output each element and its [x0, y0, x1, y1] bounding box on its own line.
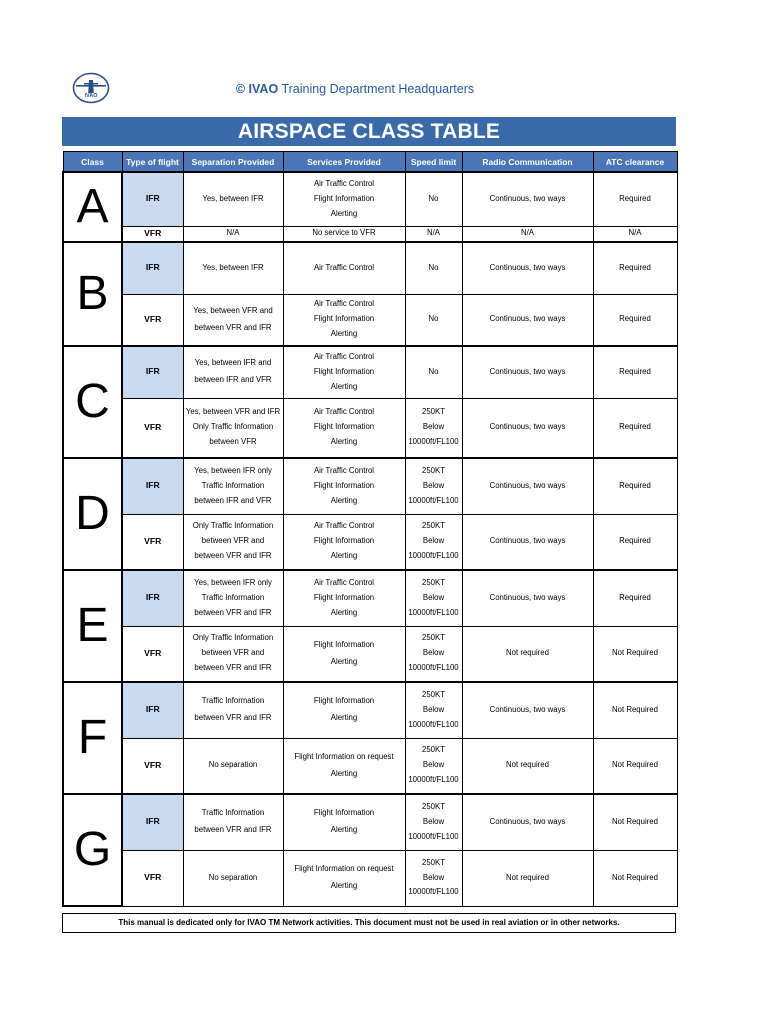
separation-provided [183, 738, 283, 794]
atc-clearance: Required [593, 570, 677, 626]
services-provided-line: Alerting [330, 208, 358, 218]
separation-provided-line: Traffic Information [201, 696, 265, 706]
speed-limit-line: 250KT [422, 521, 445, 531]
flight-type: VFR [122, 398, 183, 458]
table-row [63, 682, 677, 738]
services-provided-line: Flight Information [313, 422, 375, 432]
separation-provided [183, 458, 283, 514]
services-provided-line: Flight Information [313, 808, 375, 818]
services-provided-line: Alerting [330, 607, 358, 617]
class-letter: B [63, 242, 122, 346]
services-provided-line: Flight Information [313, 366, 375, 376]
services-provided-line: Flight Information [313, 639, 375, 649]
atc-clearance: Required [593, 172, 677, 226]
speed-limit-line: 10000ft/FL100 [408, 887, 459, 897]
separation-provided-line: Yes, between IFR only [194, 577, 272, 587]
radio-communication: Continuous, two ways [462, 458, 593, 514]
services-provided-line: Flight Information [313, 592, 375, 602]
separation-provided-line: between VFR and [201, 536, 265, 546]
flight-type: IFR [122, 570, 183, 626]
speed-limit-line: Below [422, 592, 445, 602]
table-row [63, 626, 677, 682]
speed-limit-line: Below [422, 422, 445, 432]
class-letter: E [63, 570, 122, 682]
radio-communication: Not required [462, 850, 593, 906]
col-radio: Radio Communication [462, 152, 593, 173]
services-provided [283, 514, 405, 570]
speed-limit [405, 172, 462, 226]
table-body [63, 172, 677, 906]
radio-communication: Continuous, two ways [462, 682, 593, 738]
speed-limit [405, 794, 462, 850]
services-provided [283, 794, 405, 850]
speed-limit [405, 850, 462, 906]
separation-provided-line: between VFR and IFR [194, 825, 272, 835]
services-provided [283, 626, 405, 682]
radio-communication: Continuous, two ways [462, 294, 593, 346]
table-row [63, 172, 677, 226]
flight-type: IFR [122, 242, 183, 294]
atc-clearance: Required [593, 398, 677, 458]
speed-limit-line: Below [422, 816, 445, 826]
separation-provided-line: between VFR and IFR [194, 551, 272, 561]
table-row [63, 738, 677, 794]
separation-provided-line: Traffic Information [201, 592, 265, 602]
speed-limit-line: N/A [427, 228, 440, 238]
table-row [63, 242, 677, 294]
separation-provided-line: Yes, between IFR and [194, 358, 272, 368]
services-provided-line: Air Traffic Control [313, 178, 375, 188]
separation-provided [183, 346, 283, 398]
services-provided [283, 242, 405, 294]
header-brand: © IVAO [235, 82, 279, 96]
speed-limit-line: 10000ft/FL100 [408, 437, 459, 447]
table-row [63, 514, 677, 570]
table-row [63, 570, 677, 626]
separation-provided-line: Yes, between VFR and IFR [185, 407, 281, 417]
radio-communication: Continuous, two ways [462, 570, 593, 626]
speed-limit-line: 10000ft/FL100 [408, 551, 459, 561]
speed-limit [405, 570, 462, 626]
flight-type: VFR [122, 626, 183, 682]
separation-provided [183, 294, 283, 346]
speed-limit-line: 250KT [422, 633, 445, 643]
speed-limit-line: No [428, 366, 439, 376]
separation-provided [183, 226, 283, 242]
services-provided [283, 570, 405, 626]
header-row [63, 152, 677, 173]
separation-provided [183, 514, 283, 570]
table-row [63, 458, 677, 514]
separation-provided-line: No separation [208, 760, 258, 770]
speed-limit [405, 346, 462, 398]
class-letter: A [63, 172, 122, 242]
airspace-class-table [62, 151, 678, 907]
radio-communication: Continuous, two ways [462, 346, 593, 398]
services-provided-line: Air Traffic Control [313, 465, 375, 475]
speed-limit-line: 10000ft/FL100 [408, 495, 459, 505]
table-row [63, 346, 677, 398]
speed-limit-line: 250KT [422, 577, 445, 587]
speed-limit [405, 226, 462, 242]
services-provided-line: Air Traffic Control [313, 262, 375, 272]
table-row [63, 794, 677, 850]
speed-limit [405, 458, 462, 514]
services-provided [283, 850, 405, 906]
speed-limit-line: No [428, 193, 439, 203]
speed-limit-line: 250KT [422, 745, 445, 755]
services-provided-line: Alerting [330, 329, 358, 339]
flight-type: IFR [122, 682, 183, 738]
speed-limit [405, 242, 462, 294]
flight-type: VFR [122, 850, 183, 906]
speed-limit-line: 10000ft/FL100 [408, 663, 459, 673]
services-provided-line: Flight Information [313, 536, 375, 546]
speed-limit [405, 738, 462, 794]
separation-provided-line: between VFR and [201, 648, 265, 658]
separation-provided-line: Only Traffic Information [192, 422, 274, 432]
speed-limit-line: No [428, 314, 439, 324]
speed-limit [405, 398, 462, 458]
flight-type: IFR [122, 794, 183, 850]
table-row [63, 226, 677, 242]
services-provided [283, 172, 405, 226]
separation-provided-line: Yes, between IFR [202, 193, 264, 203]
radio-communication: Continuous, two ways [462, 514, 593, 570]
services-provided-line: Alerting [330, 551, 358, 561]
col-class: Class [63, 152, 122, 173]
radio-communication: Continuous, two ways [462, 794, 593, 850]
class-letter: F [63, 682, 122, 794]
radio-communication: Not required [462, 626, 593, 682]
services-provided-line: No service to VFR [312, 228, 376, 238]
flight-type: VFR [122, 226, 183, 242]
logo-text: IVAO [84, 93, 98, 99]
speed-limit-line: Below [422, 536, 445, 546]
header-title [0, 82, 710, 96]
separation-provided [183, 794, 283, 850]
col-services: Services Provided [283, 152, 405, 173]
separation-provided-line: between IFR and VFR [194, 375, 272, 385]
speed-limit [405, 682, 462, 738]
services-provided-line: Air Traffic Control [313, 407, 375, 417]
separation-provided-line: between IFR and VFR [194, 495, 272, 505]
class-letter: D [63, 458, 122, 570]
atc-clearance: Not Required [593, 738, 677, 794]
separation-provided-line: between VFR and IFR [194, 607, 272, 617]
separation-provided-line: between VFR [209, 437, 257, 447]
speed-limit-line: 250KT [422, 857, 445, 867]
speed-limit-line: Below [422, 480, 445, 490]
speed-limit-line: 10000ft/FL100 [408, 719, 459, 729]
atc-clearance: Not Required [593, 682, 677, 738]
services-provided [283, 294, 405, 346]
services-provided [283, 346, 405, 398]
speed-limit-line: Below [422, 760, 445, 770]
separation-provided-line: Yes, between IFR only [194, 465, 272, 475]
flight-type: IFR [122, 458, 183, 514]
separation-provided-line: Yes, between IFR [202, 262, 264, 272]
services-provided-line: Air Traffic Control [313, 577, 375, 587]
speed-limit-line: 250KT [422, 801, 445, 811]
speed-limit-line: Below [422, 648, 445, 658]
separation-provided [183, 626, 283, 682]
speed-limit [405, 294, 462, 346]
services-provided-line: Alerting [330, 881, 358, 890]
atc-clearance: Required [593, 242, 677, 294]
speed-limit-line: Below [422, 704, 445, 714]
separation-provided-line: Traffic Information [201, 480, 265, 490]
services-provided-line: Alerting [330, 768, 358, 778]
radio-communication: Not required [462, 738, 593, 794]
separation-provided [183, 242, 283, 294]
table-row [63, 398, 677, 458]
col-type: Type of flight [122, 152, 183, 173]
services-provided-line: Flight Information [313, 696, 375, 706]
col-clearance: ATC clearance [593, 152, 677, 173]
services-provided [283, 738, 405, 794]
speed-limit-line: 10000ft/FL100 [408, 775, 459, 785]
separation-provided [183, 850, 283, 906]
atc-clearance: Not Required [593, 794, 677, 850]
header-subtitle: Training Department Headquarters [281, 82, 475, 96]
class-letter: C [63, 346, 122, 458]
services-provided [283, 682, 405, 738]
separation-provided-line: between VFR and IFR [194, 322, 272, 332]
separation-provided [183, 172, 283, 226]
atc-clearance: Not Required [593, 850, 677, 906]
services-provided-line: Alerting [330, 713, 358, 723]
flight-type: VFR [122, 514, 183, 570]
radio-communication: N/A [462, 226, 593, 242]
services-provided-line: Flight Information [313, 193, 375, 203]
services-provided-line: Air Traffic Control [313, 351, 375, 361]
footer-disclaimer: This manual is dedicated only for IVAO TM Network activities. This document must not be used in real aviation or in other networks. [62, 913, 676, 933]
services-provided-line: Alerting [330, 381, 358, 391]
atc-clearance: Required [593, 294, 677, 346]
speed-limit-line: No [428, 262, 439, 272]
services-provided-line: Flight Information [313, 314, 375, 324]
class-letter: G [63, 794, 122, 906]
speed-limit-line: 250KT [422, 407, 445, 417]
speed-limit-line: 250KT [422, 465, 445, 475]
services-provided-line: Alerting [330, 825, 358, 835]
separation-provided-line: Only Traffic Information [192, 633, 274, 643]
table-row [63, 850, 677, 906]
separation-provided [183, 682, 283, 738]
separation-provided-line: between VFR and IFR [194, 663, 272, 673]
speed-limit-line: 10000ft/FL100 [408, 831, 459, 841]
flight-type: IFR [122, 172, 183, 226]
page-title: AIRSPACE CLASS TABLE [62, 117, 676, 146]
radio-communication: Continuous, two ways [462, 172, 593, 226]
services-provided-line: Flight Information [313, 480, 375, 490]
atc-clearance: Required [593, 346, 677, 398]
flight-type: VFR [122, 294, 183, 346]
speed-limit [405, 514, 462, 570]
speed-limit-line: 10000ft/FL100 [408, 607, 459, 617]
services-provided-line: Air Traffic Control [313, 299, 375, 309]
atc-clearance: Required [593, 458, 677, 514]
separation-provided-line: N/A [226, 228, 240, 238]
flight-type: VFR [122, 738, 183, 794]
radio-communication: Continuous, two ways [462, 398, 593, 458]
radio-communication: Continuous, two ways [462, 242, 593, 294]
separation-provided-line: Only Traffic Information [192, 521, 274, 531]
services-provided-line: Flight Information on request [294, 751, 394, 761]
services-provided-line: Alerting [330, 656, 358, 666]
table-row [63, 294, 677, 346]
separation-provided-line: between VFR and IFR [194, 713, 272, 723]
services-provided-line: Flight Information on request [294, 864, 394, 874]
speed-limit-line: Below [422, 872, 445, 882]
services-provided [283, 226, 405, 242]
atc-clearance: Required [593, 514, 677, 570]
separation-provided [183, 398, 283, 458]
services-provided-line: Alerting [330, 437, 358, 447]
services-provided-line: Alerting [330, 495, 358, 505]
services-provided [283, 398, 405, 458]
separation-provided-line: No separation [208, 872, 258, 882]
separation-provided [183, 570, 283, 626]
atc-clearance: Not Required [593, 626, 677, 682]
separation-provided-line: Traffic Information [201, 808, 265, 818]
speed-limit-line: 250KT [422, 689, 445, 699]
atc-clearance: N/A [593, 226, 677, 242]
flight-type: IFR [122, 346, 183, 398]
speed-limit [405, 626, 462, 682]
col-separation: Separation Provided [183, 152, 283, 173]
services-provided-line: Air Traffic Control [313, 521, 375, 531]
col-speed: Speed limit [405, 152, 462, 173]
services-provided [283, 458, 405, 514]
separation-provided-line: Yes, between VFR and [193, 305, 273, 315]
